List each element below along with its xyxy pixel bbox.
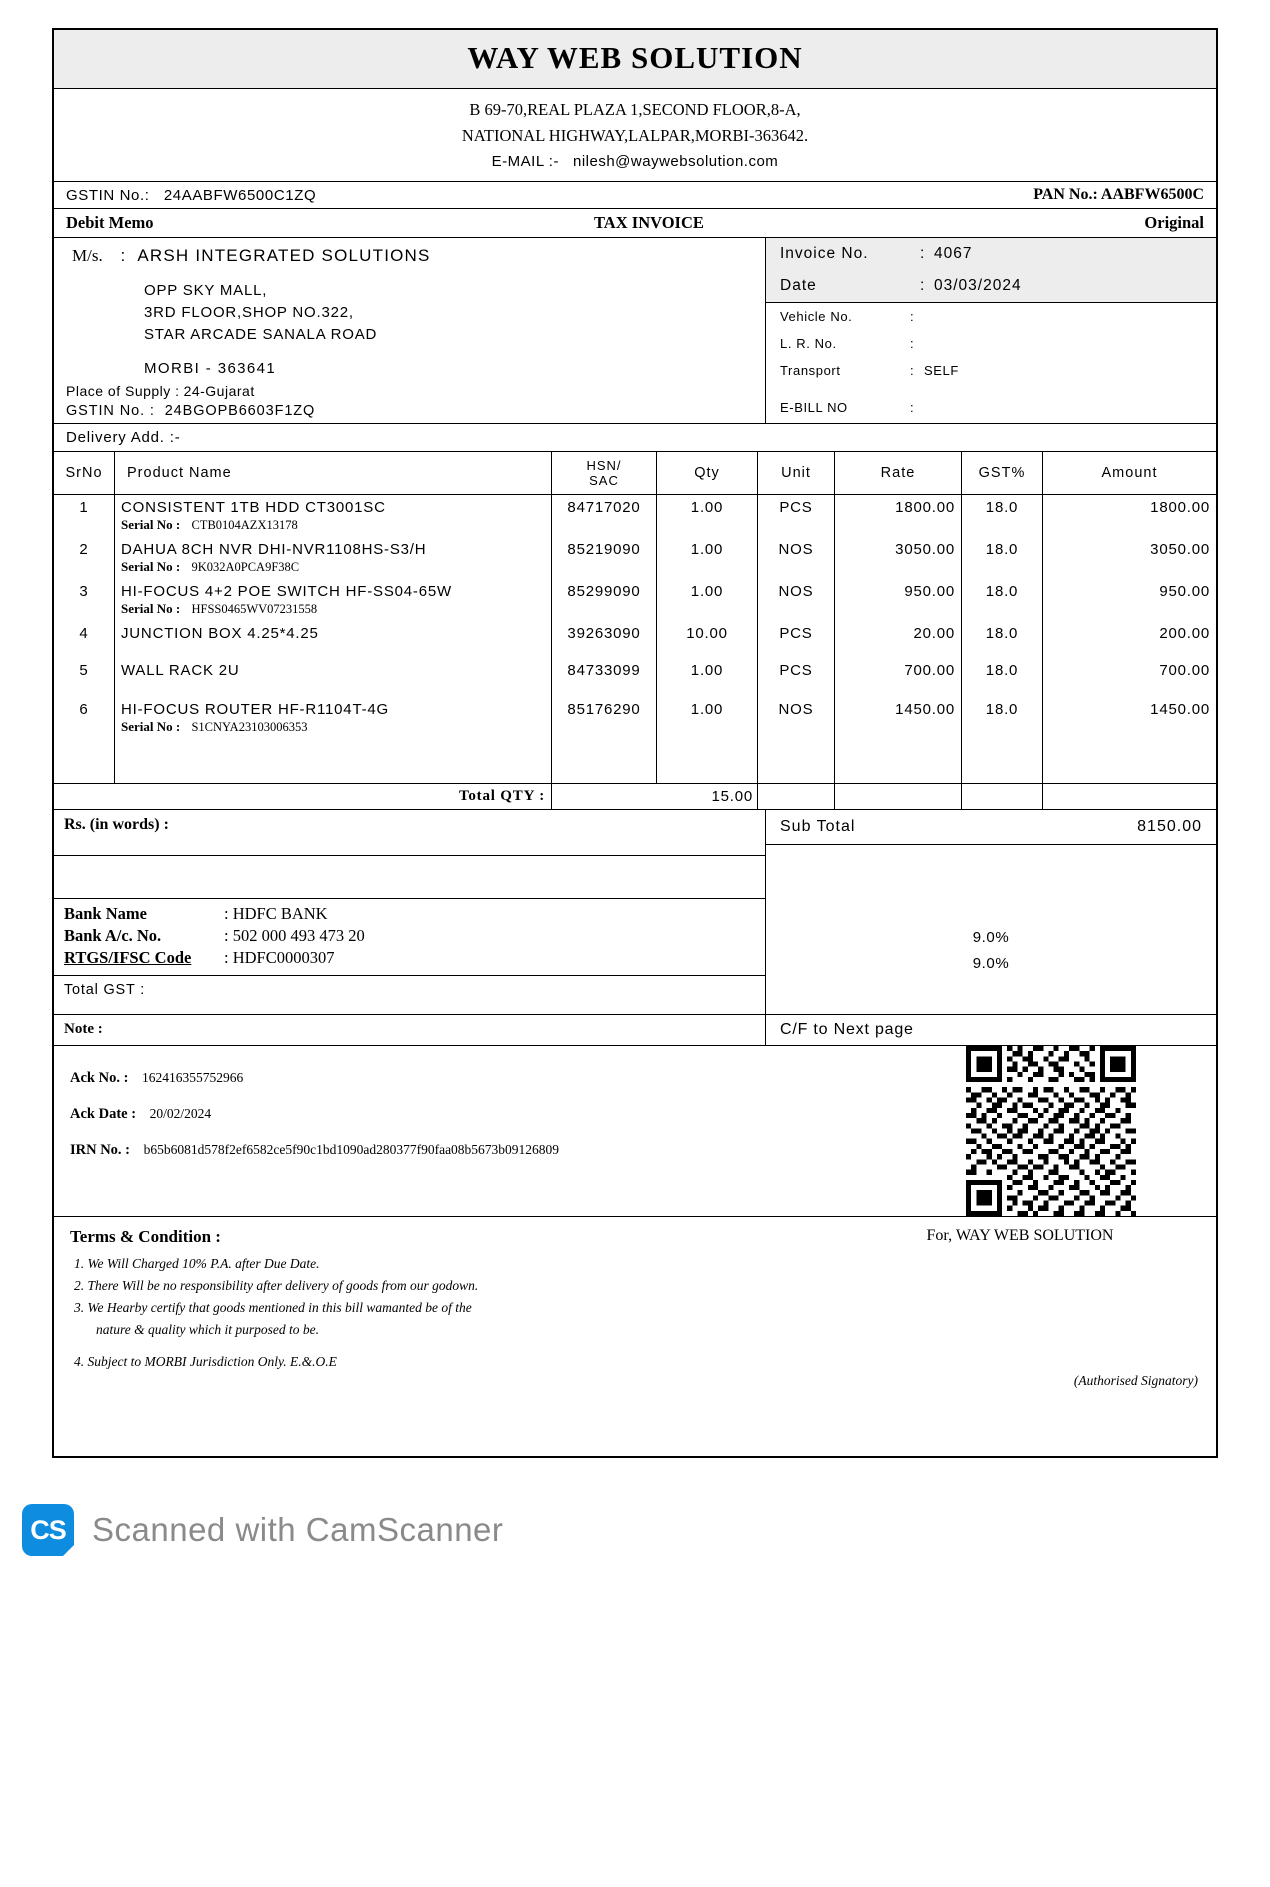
cell-rate: 1800.00 [835, 495, 962, 538]
invoice-date-row: Date : 03/03/2024 [780, 277, 1022, 294]
bank-account-row [64, 925, 755, 947]
bank-account-label: Bank A/c. No. [64, 926, 162, 945]
serial-value: S1CNYA23103006353 [191, 720, 308, 734]
terms-left [54, 1217, 824, 1397]
cell-qty: 1.00 [657, 495, 758, 538]
th-unit: Unit [758, 452, 835, 495]
serial-value: CTB0104AZX13178 [191, 518, 298, 532]
cell-srno: 6 [54, 683, 115, 739]
cell-rate: 20.00 [835, 621, 962, 646]
invoice-sheet [52, 28, 1218, 1458]
serial-label: Serial No : [121, 559, 181, 574]
company-address-line2: NATIONAL HIGHWAY,LALPAR,MORBI-363642. [461, 126, 809, 145]
gst-rate-sgst: 9.0% [972, 955, 1010, 972]
invoice-meta [766, 238, 1216, 423]
cell-product [115, 495, 552, 538]
terms-block [54, 1217, 1216, 1397]
invoice-no-label: Invoice No. [780, 245, 869, 262]
amount-in-words-blank [54, 856, 765, 899]
email-label: E-MAIL :- [491, 153, 559, 170]
terms-title: Terms & Condition : [70, 1227, 221, 1246]
items-header-row [54, 452, 1216, 495]
cell-rate: 950.00 [835, 579, 962, 621]
th-gst: GST% [962, 452, 1043, 495]
th-rate: Rate [835, 452, 962, 495]
table-spacer-row [54, 739, 1216, 784]
gst-rates [766, 845, 1216, 977]
amount-in-words [54, 810, 765, 856]
terms-item: 4. Subject to MORBI Jurisdiction Only. E.&.O.E [74, 1354, 337, 1369]
cell-gst: 18.0 [962, 683, 1043, 739]
total-qty-row [54, 784, 1216, 810]
cell-qty: 1.00 [657, 537, 758, 579]
party-meta-block [54, 238, 1216, 424]
bank-account-value: : 502 000 493 473 20 [224, 926, 365, 945]
items-table-head [54, 452, 1216, 495]
company-pan-group [1033, 186, 1204, 204]
place-of-supply-row [66, 377, 753, 401]
cell-qty: 10.00 [657, 621, 758, 646]
signature-block [824, 1217, 1216, 1397]
serial-line [121, 718, 545, 735]
cell-srno: 4 [54, 621, 115, 646]
cell-srno: 3 [54, 579, 115, 621]
party-address-line3: STAR ARCADE SANALA ROAD [144, 326, 378, 343]
sub-total-value: 8150.00 [1137, 818, 1202, 835]
th-product: Product Name [115, 452, 552, 495]
table-row [54, 621, 1216, 646]
cell-amount: 3050.00 [1150, 541, 1210, 558]
lr-label: L. R. No. [780, 336, 837, 351]
party-gstin: 24BGOPB6603F1ZQ [164, 403, 316, 419]
transport-label: Transport [780, 363, 841, 378]
th-qty: Qty [657, 452, 758, 495]
ebill-row: E-BILL NO : [780, 400, 915, 415]
cell-gst: 18.0 [962, 646, 1043, 683]
cell-product [115, 683, 552, 739]
product-name: DAHUA 8CH NVR DHI-NVR1108HS-S3/H [121, 541, 427, 558]
cell-unit: PCS [758, 621, 835, 646]
th-srno: SrNo [54, 452, 115, 495]
cell-gst: 18.0 [962, 537, 1043, 579]
company-address-line1: B 69-70,REAL PLAZA 1,SECOND FLOOR,8-A, [469, 100, 801, 119]
cell-rate: 700.00 [835, 646, 962, 683]
company-email: nilesh@waywebsolution.com [572, 153, 779, 170]
ack-date-value: 20/02/2024 [149, 1106, 212, 1121]
qr-code-image [966, 1046, 1136, 1216]
irn-label: IRN No. : [70, 1142, 131, 1158]
total-gst-label: Total GST : [64, 982, 146, 998]
total-qty-value: 15.00 [552, 784, 758, 810]
bank-ifsc-row [64, 947, 755, 969]
cell-hsn: 39263090 [552, 621, 657, 646]
cell-product [115, 537, 552, 579]
ack-date-row [70, 1096, 870, 1132]
bank-name-row [64, 903, 755, 925]
terms-list [70, 1253, 808, 1373]
cell-product [115, 621, 552, 646]
terms-item-continued: nature & quality which it purposed to be. [96, 1322, 319, 1337]
cell-qty: 1.00 [657, 646, 758, 683]
party-details [54, 238, 766, 423]
cell-amount: 1450.00 [1150, 701, 1210, 718]
invoice-no-row: Invoice No. : 4067 [780, 245, 973, 262]
bank-name-label: Bank Name [64, 904, 147, 923]
invoice-meta-top [766, 238, 1216, 303]
ack-no-row [70, 1060, 870, 1096]
transport-row: Transport : SELF [780, 363, 959, 378]
serial-label: Serial No : [121, 719, 181, 734]
party-address-line1: OPP SKY MALL, [144, 282, 268, 299]
cell-srno: 1 [54, 495, 115, 538]
camscanner-text: Scanned with CamScanner [92, 1511, 504, 1548]
irn-value: b65b6081d578f2ef6582ce5f90c1bd1090ad280377f90faa08b5673b09126809 [143, 1142, 560, 1157]
cell-amount: 1800.00 [1150, 499, 1210, 516]
cell-gst: 18.0 [962, 579, 1043, 621]
company-name: WAY WEB SOLUTION [467, 40, 803, 75]
terms-item: 1. We Will Charged 10% P.A. after Due Date. [74, 1256, 320, 1271]
table-row [54, 495, 1216, 538]
cell-hsn: 84733099 [552, 646, 657, 683]
serial-label: Serial No : [121, 517, 181, 532]
ebill-label: E-BILL NO [780, 400, 848, 415]
cell-gst: 18.0 [962, 621, 1043, 646]
serial-label: Serial No : [121, 601, 181, 616]
authorised-signatory-label: (Authorised Signatory) [1073, 1373, 1198, 1388]
cell-qty: 1.00 [657, 683, 758, 739]
party-address-line2: 3RD FLOOR,SHOP NO.322, [144, 304, 354, 321]
cell-hsn: 85299090 [552, 579, 657, 621]
cell-hsn: 85176290 [552, 683, 657, 739]
gst-rate-cgst: 9.0% [972, 929, 1010, 946]
cell-unit: NOS [758, 579, 835, 621]
cell-srno: 5 [54, 646, 115, 683]
invoice-no-value: 4067 [934, 245, 973, 262]
th-amount: Amount [1043, 452, 1217, 495]
th-hsn [552, 452, 657, 495]
cell-amount: 950.00 [1159, 583, 1210, 600]
camscanner-logo-icon: CS [22, 1504, 74, 1556]
company-email-line [54, 149, 1216, 175]
cell-hsn: 85219090 [552, 537, 657, 579]
serial-line [121, 516, 545, 533]
party-address [66, 266, 753, 346]
cell-rate: 1450.00 [835, 683, 962, 739]
cell-gst: 18.0 [962, 495, 1043, 538]
sub-total-row [766, 810, 1216, 845]
totals-block [54, 810, 1216, 1015]
cell-unit: PCS [758, 646, 835, 683]
delivery-address-label: Delivery Add. :- [54, 424, 1216, 452]
table-row [54, 579, 1216, 621]
product-name: WALL RACK 2U [121, 662, 240, 679]
items-table-body [54, 495, 1216, 810]
amount-in-words-label: Rs. (in words) : [64, 816, 169, 833]
table-row [54, 683, 1216, 739]
einvoice-block [54, 1046, 1216, 1217]
serial-line [121, 600, 545, 617]
invoice-meta-bottom [766, 303, 1216, 421]
invoice-title: TAX INVOICE [594, 213, 704, 232]
cell-qty: 1.00 [657, 579, 758, 621]
serial-value: HFSS0465WV07231558 [191, 602, 318, 616]
vehicle-row: Vehicle No. : [780, 309, 915, 324]
cell-amount: 200.00 [1159, 625, 1210, 642]
document-type-row [54, 209, 1216, 238]
gstin-label: GSTIN No.: [66, 186, 150, 204]
einvoice-details [54, 1046, 886, 1216]
th-hsn-line2: SAC [589, 473, 619, 488]
th-hsn-line1: HSN/ [586, 458, 622, 473]
totals-left [54, 810, 766, 1014]
company-gstin: 24AABFW6500C1ZQ [163, 186, 317, 204]
party-gstin-row [66, 401, 753, 419]
ack-date-label: Ack Date : [70, 1106, 137, 1122]
note-label: Note : [54, 1015, 766, 1045]
cell-unit: PCS [758, 495, 835, 538]
terms-item: 3. We Hearby certify that goods mentioned in this bill wamanted be of the [74, 1300, 472, 1315]
vehicle-label: Vehicle No. [780, 309, 853, 324]
serial-line [121, 558, 545, 575]
invoice-date-label: Date [780, 277, 817, 294]
carry-forward-label: C/F to Next page [780, 1021, 914, 1038]
debit-memo-label: Debit Memo [66, 213, 154, 232]
qr-code-container [886, 1046, 1216, 1216]
table-row [54, 646, 1216, 683]
totals-right [766, 810, 1216, 1014]
pan-label: PAN No.: [1033, 186, 1098, 203]
note-row [54, 1015, 1216, 1046]
irn-row [70, 1132, 870, 1168]
serial-value: 9K032A0PCA9F38C [191, 560, 300, 574]
cell-product [115, 579, 552, 621]
camscanner-watermark [0, 1470, 1270, 1590]
items-table [54, 452, 1216, 810]
cell-unit: NOS [758, 683, 835, 739]
bank-ifsc-label: RTGS/IFSC Code [64, 948, 192, 967]
cell-srno: 2 [54, 537, 115, 579]
place-of-supply-label: Place of Supply : [66, 383, 180, 399]
cell-unit: NOS [758, 537, 835, 579]
colon: : [120, 246, 127, 265]
cell-amount: 700.00 [1159, 662, 1210, 679]
for-company-label: For, WAY WEB SOLUTION [926, 1227, 1114, 1244]
party-city: MORBI - 363641 [144, 360, 277, 377]
product-name: JUNCTION BOX 4.25*4.25 [121, 625, 319, 642]
lr-row: L. R. No. : [780, 336, 915, 351]
ack-no-label: Ack No. : [70, 1070, 129, 1086]
company-pan: AABFW6500C [1100, 186, 1204, 203]
sub-total-label: Sub Total [780, 818, 856, 835]
product-name: HI-FOCUS 4+2 POE SWITCH HF-SS04-65W [121, 583, 452, 600]
transport-value: SELF [924, 363, 959, 378]
bank-details [54, 899, 765, 976]
cell-rate: 3050.00 [835, 537, 962, 579]
invoice-date-value: 03/03/2024 [934, 277, 1022, 294]
cell-hsn: 84717020 [552, 495, 657, 538]
party-gstin-label: GSTIN No. : [66, 403, 155, 419]
company-gstin-group [66, 187, 316, 204]
ack-no-value: 162416355752966 [142, 1070, 244, 1085]
copy-label: Original [1144, 213, 1204, 232]
place-of-supply-value: 24-Gujarat [183, 383, 255, 399]
bank-ifsc-value: : HDFC0000307 [224, 948, 335, 967]
terms-item: 2. There Will be no responsibility after delivery of goods from our godown. [74, 1278, 479, 1293]
company-header [54, 30, 1216, 89]
gstin-pan-row [54, 182, 1216, 209]
product-name: CONSISTENT 1TB HDD CT3001SC [121, 499, 386, 516]
product-name: HI-FOCUS ROUTER HF-R1104T-4G [121, 701, 389, 718]
ms-label: M/s. [72, 246, 103, 265]
cell-product [115, 646, 552, 683]
total-gst-row [54, 976, 765, 1014]
party-name: ARSH INTEGRATED SOLUTIONS [137, 246, 431, 265]
total-qty-label: Total QTY : [54, 784, 552, 810]
bank-name-value: : HDFC BANK [224, 904, 328, 923]
company-address [54, 89, 1216, 182]
party-name-row [66, 246, 753, 266]
table-row [54, 537, 1216, 579]
